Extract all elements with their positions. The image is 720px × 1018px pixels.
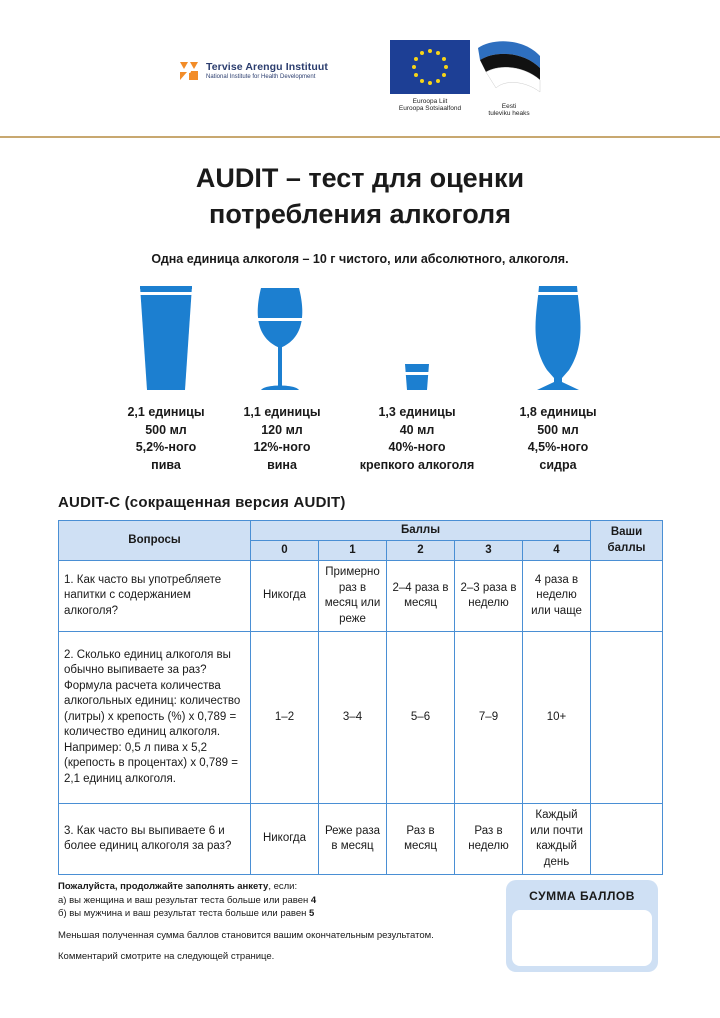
shot-glass-icon <box>403 282 431 394</box>
section-title: AUDIT-C (сокращенная версия AUDIT) <box>58 494 346 511</box>
drink-volume: 120 мл <box>261 422 303 437</box>
answer-option[interactable]: Каждый или почти каждый день <box>523 804 591 875</box>
answer-option[interactable]: 3–4 <box>319 632 387 804</box>
estonia-swoosh-icon <box>474 40 544 96</box>
header <box>0 0 720 138</box>
eu-logo <box>390 40 470 113</box>
drink-label-beer <box>106 404 226 474</box>
score-header-0: 0 <box>251 541 319 561</box>
wine-glass-icon <box>252 282 308 394</box>
drink-strength: 4,5%-ного <box>527 440 589 454</box>
drink-type: пива <box>151 457 181 472</box>
col-header-your-points: Ваши баллы <box>591 521 663 561</box>
answer-option[interactable]: Раз в месяц <box>387 804 455 875</box>
answer-option[interactable]: 4 раза в неделю или чаще <box>523 561 591 632</box>
answer-option[interactable]: 7–9 <box>455 632 523 804</box>
drink-volume: 500 мл <box>537 422 579 437</box>
answer-option[interactable]: 10+ <box>523 632 591 804</box>
drink-type: крепкого алкоголя <box>359 457 475 472</box>
cider-glass-icon <box>528 282 588 394</box>
instructions-intro-bold: Пожалуйста, продолжайте заполнять анкету <box>58 881 269 892</box>
table-row <box>59 804 663 875</box>
page-title-line1: AUDIT – тест для оценки <box>195 163 525 193</box>
total-score-box <box>506 880 658 972</box>
eu-caption-line1: Euroopa Liit <box>412 98 448 105</box>
drink-units: 1,8 единицы <box>519 405 597 419</box>
drink-units: 1,1 единицы <box>243 405 321 419</box>
answer-option[interactable]: Раз в неделю <box>455 804 523 875</box>
question-3: 3. Как часто вы выпиваете 6 и более единиц алкоголя за раз? <box>59 804 251 875</box>
answer-option[interactable]: 1–2 <box>251 632 319 804</box>
drink-strength: 40%-ного <box>388 440 446 454</box>
drink-volume: 40 мл <box>399 422 435 437</box>
total-score-field[interactable] <box>512 910 652 966</box>
instructions-men-text: б) вы мужчина и ваш результат теста больше или равен <box>58 908 310 919</box>
eu-caption-line2: Euroopa Sotsiaalfond <box>398 105 462 113</box>
total-score-label: СУММА БАЛЛОВ <box>529 889 635 903</box>
estonia-caption-line1: Eesti <box>501 103 517 110</box>
drink-type: сидра <box>539 457 577 472</box>
beer-glass-icon <box>136 282 196 394</box>
instructions-final-result: Меньшая полученная сумма баллов становится вашим окончательным результатом. <box>58 929 434 941</box>
instructions-intro <box>58 880 498 894</box>
table-row <box>59 561 663 632</box>
tai-name: Tervise Arengu Instituut <box>206 60 328 73</box>
instructions-comment: Комментарий смотрите на следующей странице. <box>58 951 275 962</box>
score-header-4: 4 <box>523 541 591 561</box>
drink-strength: 5,2%-ного <box>135 440 197 454</box>
drink-units: 1,3 единицы <box>378 405 456 419</box>
page-subtitle: Одна единица алкоголя – 10 г чистого, или абсолютного, алкоголя. <box>151 252 569 266</box>
answer-option[interactable]: Никогда <box>251 804 319 875</box>
answer-option[interactable]: Примерно раз в месяц или реже <box>319 561 387 632</box>
answer-option[interactable]: Реже раза в месяц <box>319 804 387 875</box>
instructions-women-text: а) вы женщина и ваш результат теста больше или равен <box>58 894 311 906</box>
estonia-logo <box>474 40 544 118</box>
instructions-men-threshold: 5 <box>309 908 315 919</box>
audit-c-table <box>58 520 663 875</box>
instructions-men <box>58 907 498 921</box>
your-points-field[interactable] <box>591 632 663 804</box>
drink-label-spirits <box>342 404 492 474</box>
page-title <box>0 160 720 232</box>
header-divider <box>0 136 720 138</box>
question-2: 2. Сколько единиц алкоголя вы обычно выпиваете за раз? Формула расчета количества алкогольных единиц: количество (литры) x крепость (%) x 0,789 = количество единиц алкоголя. Например: 0,5 л пива x 5,2 (крепость в процентах) x 0,789 = 2,1 единиц алкоголя. <box>59 632 251 804</box>
score-header-1: 1 <box>319 541 387 561</box>
tai-subtitle: National Institute for Health Development <box>206 74 316 81</box>
drink-volume: 500 мл <box>145 422 187 437</box>
drink-type: вина <box>267 457 297 472</box>
instructions <box>58 880 498 964</box>
answer-option[interactable]: 2–4 раза в месяц <box>387 561 455 632</box>
instructions-intro-rest: , если: <box>268 881 298 892</box>
score-header-3: 3 <box>455 541 523 561</box>
drink-label-cider <box>498 404 618 474</box>
your-points-field[interactable] <box>591 804 663 875</box>
answer-option[interactable]: Никогда <box>251 561 319 632</box>
question-1: 1. Как часто вы употребляете напитки с содержанием алкоголя? <box>59 561 251 632</box>
estonia-caption-line2: tuleviku heaks <box>488 110 530 118</box>
tai-logo-icon <box>178 60 200 82</box>
drink-units: 2,1 единицы <box>127 405 205 419</box>
answer-option[interactable]: 5–6 <box>387 632 455 804</box>
table-row <box>59 632 663 804</box>
drink-strength: 12%-ного <box>253 440 311 454</box>
drink-label-wine <box>222 404 342 474</box>
tai-logo <box>178 60 328 82</box>
eu-flag-icon <box>390 40 470 94</box>
col-header-questions: Вопросы <box>59 521 251 561</box>
page-title-line2: потребления алкоголя <box>209 199 511 229</box>
answer-option[interactable]: 2–3 раза в неделю <box>455 561 523 632</box>
col-header-points: Баллы <box>251 521 591 541</box>
instructions-women <box>58 894 498 908</box>
score-header-2: 2 <box>387 541 455 561</box>
instructions-women-threshold: 4 <box>310 894 317 906</box>
your-points-field[interactable] <box>591 561 663 632</box>
